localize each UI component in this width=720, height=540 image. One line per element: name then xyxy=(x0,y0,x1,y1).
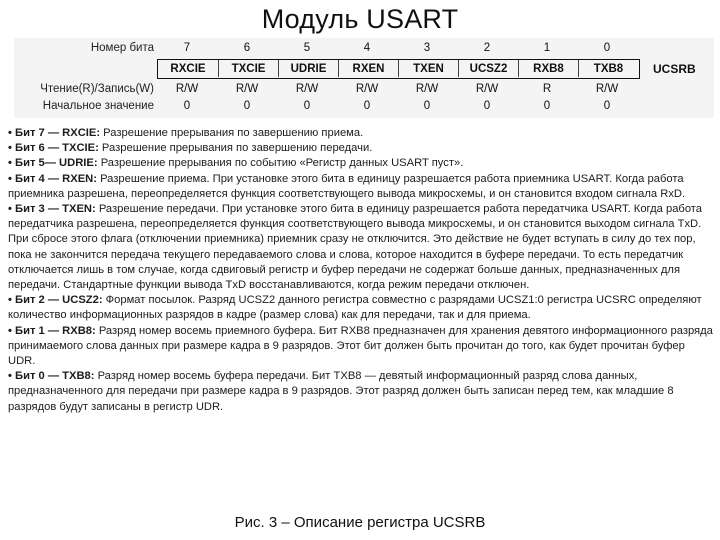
bit-description xyxy=(8,324,714,370)
bit-number-cell: 2 xyxy=(483,42,491,54)
access-label: Чтение(R)/Запись(W) xyxy=(40,83,154,95)
initial-value-label: Начальное значение xyxy=(42,100,154,112)
bit-text: Разрешение прерывания по событию «Регистр данных USART пуст». xyxy=(97,157,464,170)
initial-value-cell: 0 xyxy=(483,100,491,112)
initial-value-cell: 0 xyxy=(423,100,431,112)
access-cell: R/W xyxy=(295,83,319,95)
bit-description xyxy=(8,202,714,293)
bit-descriptions xyxy=(8,126,714,415)
bit-name-cell: TXEN xyxy=(398,60,458,77)
bit-name-cell: TXB8 xyxy=(578,60,638,77)
bit-text: Разряд номер восемь буфера передачи. Бит TXB8 — девятый информационный разряд слова данных, предназначенного для передачи при размере кадра в 9 разрядов. Этот разряд должен быть записан перед тем, как младшие 8 разрядов будут записаны в регистр UDR. xyxy=(8,370,674,413)
initial-value-row xyxy=(14,97,714,115)
bit-text: Разряд номер восемь приемного буфера. Бит RXB8 предназначен для хранения девятого информационного разряда принимаемого слова данных при размере кадра в 9 разрядов. Этот бит должен быть прочитан до того, как будет прочитан буфер UDR. xyxy=(8,324,713,368)
bit-heading: • Бит 2 — UCSZ2: xyxy=(8,294,103,307)
register-name: UCSRB xyxy=(653,62,696,76)
bit-description xyxy=(8,172,714,202)
bit-number-cell: 5 xyxy=(303,42,311,54)
bit-number-row xyxy=(14,39,714,57)
initial-value-cell: 0 xyxy=(363,100,371,112)
initial-value-cell: 0 xyxy=(543,100,551,112)
bit-heading: • Бит 6 — TXCIE: xyxy=(8,142,99,155)
bit-description xyxy=(8,141,714,156)
initial-value-cell: 0 xyxy=(603,100,611,112)
bit-text: Разрешение передачи. При установке этого бита в единицу разрешается работа передатчика USART. Когда работа передатчика разрешена, переопределяется функция соответствующего вывода микросхемы, и он становится выходом сигнала TxD. При сбросе этого флага (отключении приемника) приемник сразу не отключится. Это действие не будет вступать в силу до тех пор, пока не закончится передача текущего передаваемого слова и слова, которое находится в буфере передачи. То есть передатчик отключается лишь в том случае, когда сдвиговый регистр и буфер передачи не содержат больше данных, предназначенных для передачи. Стандартные функции вывода TxD восстанавливаются, когда режим передачи отключен. xyxy=(8,203,703,292)
initial-value-cell: 0 xyxy=(243,100,251,112)
access-cell: R/W xyxy=(235,83,259,95)
access-cell: R/W xyxy=(175,83,199,95)
bit-number-cell: 1 xyxy=(543,42,551,54)
access-cell: R/W xyxy=(415,83,439,95)
bit-number-cell: 4 xyxy=(363,42,371,54)
bit-heading: • Бит 4 — RXEN: xyxy=(8,172,97,185)
access-cell: R/W xyxy=(595,83,619,95)
access-cell: R/W xyxy=(355,83,379,95)
access-cell: R/W xyxy=(475,83,499,95)
bit-text: Разрешение прерывания по завершению передачи. xyxy=(98,142,373,155)
initial-value-cell: 0 xyxy=(303,100,311,112)
bit-name-cell: UCSZ2 xyxy=(458,60,518,77)
bit-description xyxy=(8,293,714,323)
access-row xyxy=(14,80,714,98)
bit-heading: • Бит 1 — RXB8: xyxy=(8,324,96,337)
bit-heading: • Бит 3 — TXEN: xyxy=(8,203,96,216)
bit-number-cell: 3 xyxy=(423,42,431,54)
register-table xyxy=(14,38,714,118)
bit-name-cell: TXCIE xyxy=(218,60,278,77)
bit-text: Формат посылок. Разряд UCSZ2 данного регистра совместно с разрядами UCSZ1:0 регистра UCSRC определяют количество информационных разрядов в кадре (размер слова) как для передачи, так и для приема. xyxy=(8,294,702,322)
slide-title: Модуль USART xyxy=(261,4,459,34)
bit-name-row xyxy=(14,59,714,77)
bit-number-cell: 0 xyxy=(603,42,611,54)
bit-number-cell: 7 xyxy=(183,42,191,54)
bit-description xyxy=(8,126,714,141)
bit-number-label: Номер бита xyxy=(90,42,154,54)
bit-text: Разрешение приема. При установке этого бита в единицу разрешается работа приемника USART. Когда работа приемника разрешена, переопределяется функция соответствующего вывода микросхемы, и он становится входом сигнала RxD. xyxy=(8,172,686,200)
initial-value-cell: 0 xyxy=(183,100,191,112)
access-cell: R xyxy=(542,83,552,95)
bit-name-cell: RXEN xyxy=(338,60,398,77)
bit-name-cell: RXCIE xyxy=(170,63,206,75)
bit-name-cell: UDRIE xyxy=(278,60,338,77)
bit-description xyxy=(8,369,714,415)
bit-text: Разрешение прерывания по завершению приема. xyxy=(100,127,364,139)
bit-heading: • Бит 0 — TXB8: xyxy=(8,370,95,383)
figure-caption: Рис. 3 – Описание регистра UCSRB xyxy=(234,514,486,531)
bit-name-cell: RXB8 xyxy=(518,60,578,77)
bit-number-cell: 6 xyxy=(243,42,251,54)
bit-heading: • Бит 7 — RXCIE: xyxy=(8,127,101,139)
bit-heading: • Бит 5— UDRIE: xyxy=(8,157,98,170)
bit-description xyxy=(8,156,714,171)
